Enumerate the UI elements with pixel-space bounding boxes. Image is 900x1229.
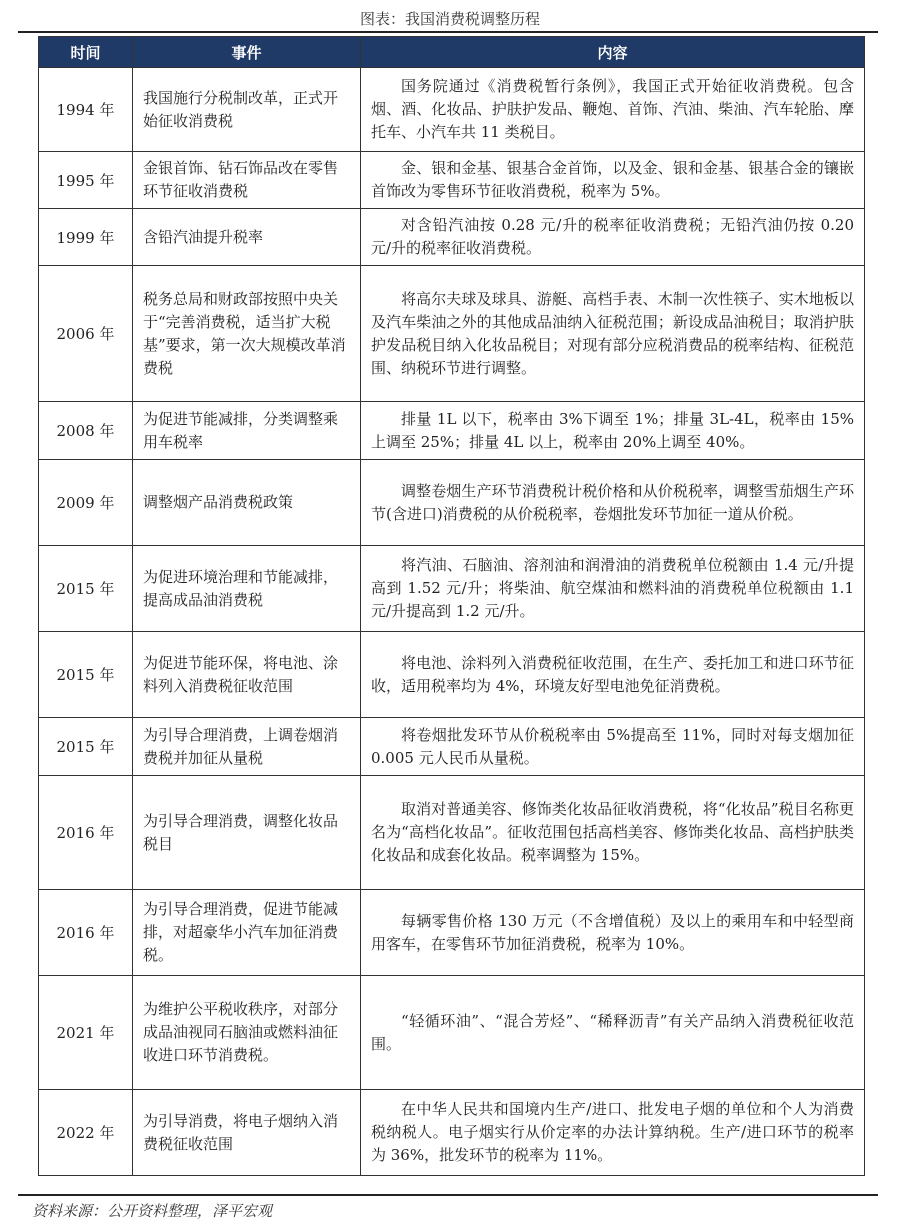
header-time: 时间: [39, 37, 133, 68]
cell-event: 为引导消费，将电子烟纳入消费税征收范围: [133, 1090, 361, 1176]
cell-event: 为引导合理消费，调整化妆品税目: [133, 776, 361, 890]
cell-time: 2021 年: [39, 976, 133, 1090]
table-caption: 图表：我国消费税调整历程: [359, 10, 540, 28]
cell-event: 为引导合理消费，促进节能减排，对超豪华小汽车加征消费税。: [133, 890, 361, 976]
cell-time: 2015 年: [39, 546, 133, 632]
cell-time: 2009 年: [39, 460, 133, 546]
cell-time: 2015 年: [39, 718, 133, 776]
header-event: 事件: [133, 37, 361, 68]
cell-content: 将高尔夫球及球具、游艇、高档手表、木制一次性筷子、实木地板以及汽车柴油之外的其他成品油纳入征税范围；新设成品油税目；取消护肤护发品税目纳入化妆品税目；对现有部分应税消费品的税率结构、征税范围、纳税环节进行调整。: [361, 266, 865, 402]
table-row: [39, 402, 865, 460]
bottom-rule: [18, 1194, 878, 1196]
table-row: [39, 632, 865, 718]
cell-time: 1994 年: [39, 68, 133, 152]
cell-event: 为引导合理消费，上调卷烟消费税并加征从量税: [133, 718, 361, 776]
table-row: [39, 718, 865, 776]
cell-event: 为促进节能减排，分类调整乘用车税率: [133, 402, 361, 460]
cell-time: 1995 年: [39, 152, 133, 209]
table-row: [39, 1090, 865, 1176]
cell-content: 将汽油、石脑油、溶剂油和润滑油的消费税单位税额由 1.4 元/升提高到 1.52 元/升；将柴油、航空煤油和燃料油的消费税单位税额由 1.1 元/升提高到 1.2 元/升。: [361, 546, 865, 632]
table-row: [39, 546, 865, 632]
table-row: [39, 776, 865, 890]
cell-content: 在中华人民共和国境内生产/进口、批发电子烟的单位和个人为消费税纳税人。电子烟实行从价定率的办法计算纳税。生产/进口环节的税率为 36%，批发环节的税率为 11%。: [361, 1090, 865, 1176]
cell-content: 每辆零售价格 130 万元（不含增值税）及以上的乘用车和中轻型商用客车，在零售环节加征消费税，税率为 10%。: [361, 890, 865, 976]
cell-content: 将卷烟批发环节从价税税率由 5%提高至 11%，同时对每支烟加征 0.005 元人民币从量税。: [361, 718, 865, 776]
cell-time: 2008 年: [39, 402, 133, 460]
table-row: [39, 152, 865, 209]
table-body: [39, 68, 865, 1176]
cell-content: 对含铅汽油按 0.28 元/升的税率征收消费税；无铅汽油仍按 0.20 元/升的税率征收消费税。: [361, 209, 865, 266]
cell-content: 国务院通过《消费税暂行条例》，我国正式开始征收消费税。包含烟、酒、化妆品、护肤护发品、鞭炮、首饰、汽油、柴油、汽车轮胎、摩托车、小汽车共 11 类税目。: [361, 68, 865, 152]
table-header-row: [39, 37, 865, 68]
cell-time: 2016 年: [39, 776, 133, 890]
cell-event: 调整烟产品消费税政策: [133, 460, 361, 546]
cell-event: 税务总局和财政部按照中央关于“完善消费税，适当扩大税基”要求，第一次大规模改革消费税: [133, 266, 361, 402]
cell-event: 金银首饰、钻石饰品改在零售环节征收消费税: [133, 152, 361, 209]
cell-content: 排量 1L 以下，税率由 3%下调至 1%；排量 3L-4L，税率由 15%上调至 25%；排量 4L 以上，税率由 20%上调至 40%。: [361, 402, 865, 460]
cell-content: “轻循环油”、“混合芳烃”、“稀释沥青”有关产品纳入消费税征收范围。: [361, 976, 865, 1090]
cell-time: 2022 年: [39, 1090, 133, 1176]
cell-event: 我国施行分税制改革，正式开始征收消费税: [133, 68, 361, 152]
cell-time: 2015 年: [39, 632, 133, 718]
source-note: 资料来源：公开资料整理，泽平宏观: [32, 1202, 273, 1220]
cell-event: 含铅汽油提升税率: [133, 209, 361, 266]
cell-content: 金、银和金基、银基合金首饰，以及金、银和金基、银基合金的镶嵌首饰改为零售环节征收消费税，税率为 5%。: [361, 152, 865, 209]
cell-content: 将电池、涂料列入消费税征收范围，在生产、委托加工和进口环节征收，适用税率均为 4%，环境友好型电池免征消费税。: [361, 632, 865, 718]
table-row: [39, 890, 865, 976]
cell-event: 为维护公平税收秩序，对部分成品油视同石脑油或燃料油征收进口环节消费税。: [133, 976, 361, 1090]
cell-event: 为促进节能环保，将电池、涂料列入消费税征收范围: [133, 632, 361, 718]
table-row: [39, 68, 865, 152]
table-row: [39, 976, 865, 1090]
table-row: [39, 209, 865, 266]
cell-event: 为促进环境治理和节能减排，提高成品油消费税: [133, 546, 361, 632]
cell-time: 1999 年: [39, 209, 133, 266]
cell-time: 2006 年: [39, 266, 133, 402]
cell-time: 2016 年: [39, 890, 133, 976]
header-content: 内容: [361, 37, 865, 68]
cell-content: 调整卷烟生产环节消费税计税价格和从价税税率，调整雪茄烟生产环节(含进口)消费税的从价税税率，卷烟批发环节加征一道从价税。: [361, 460, 865, 546]
table-row: [39, 266, 865, 402]
consumption-tax-history-table: [38, 36, 865, 1176]
cell-content: 取消对普通美容、修饰类化妆品征收消费税，将“化妆品”税目名称更名为“高档化妆品”。征收范围包括高档美容、修饰类化妆品、高档护肤类化妆品和成套化妆品。税率调整为 15%。: [361, 776, 865, 890]
table-row: [39, 460, 865, 546]
top-rule: [18, 31, 878, 33]
